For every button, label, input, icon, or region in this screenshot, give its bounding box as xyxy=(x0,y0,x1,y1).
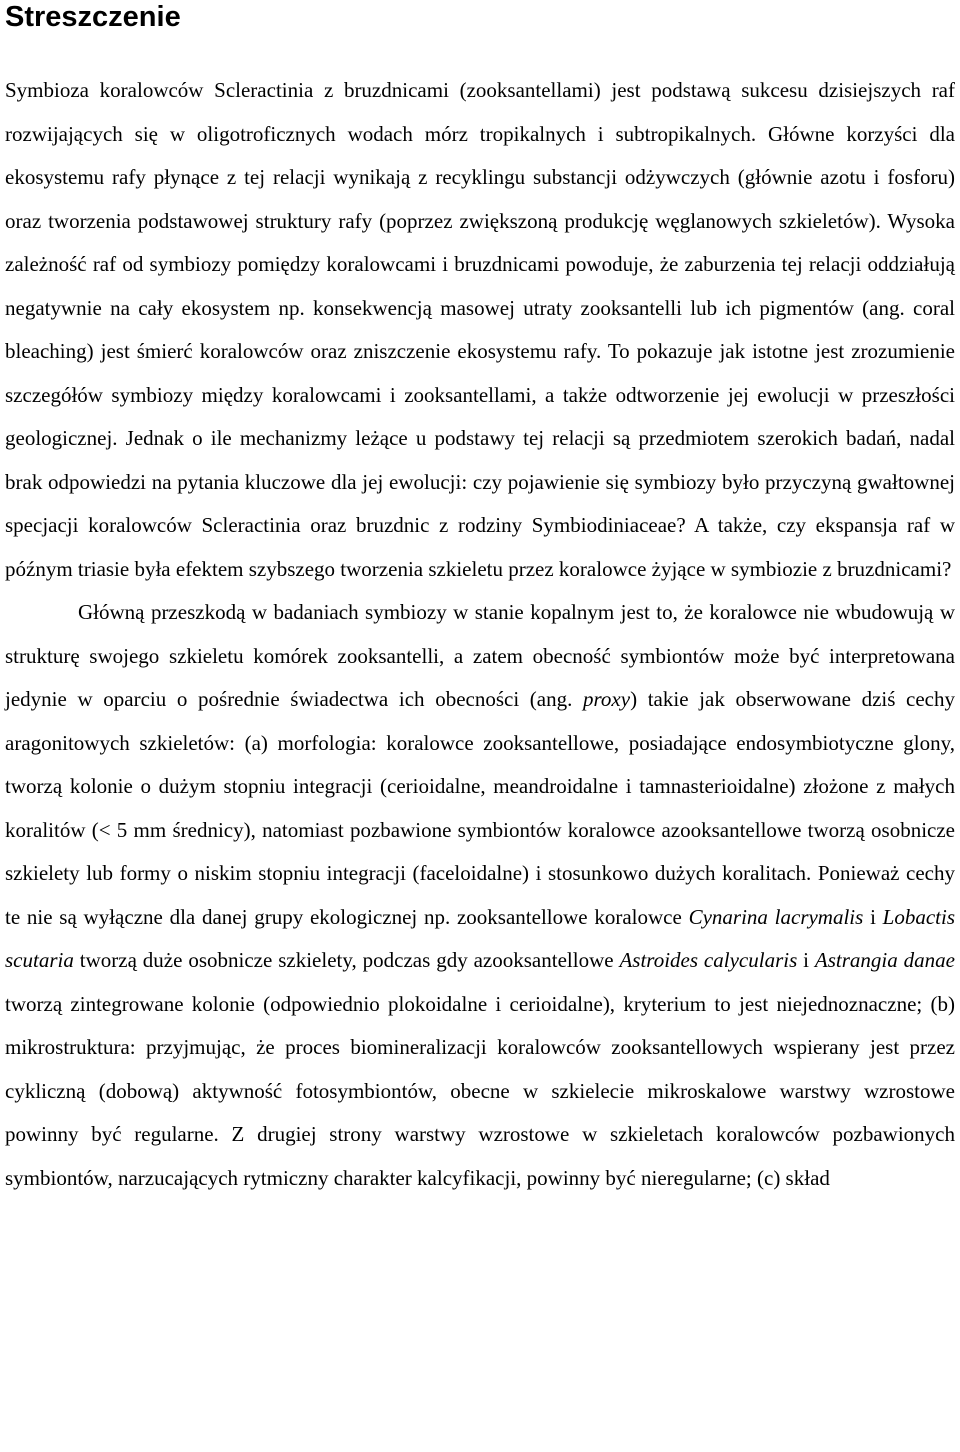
paragraph-2-text-3: i xyxy=(863,904,883,929)
paragraph-2-text-2: ) takie jak obserwowane dziś cechy aragonitowych szkieletów: (a) morfologia: koralowce zooksantellowe, posiadające endosymbiotyczne glony, tworzą kolonie o dużym stopniu integracji (cerioidalne, meandroidalne i tamnasterioidalne) złożone z małych koralitów (< 5 mm średnicy), natomiast pozbawione symbiontów koralowce azooksantellowe tworzą osobnicze szkielety lub formy o niskim stopniu integracji (faceloidalne) i stosunkowo dużych koralitach. Ponieważ cechy te nie są wyłączne dla danej grupy ekologicznej np. zooksantellowe koralowce xyxy=(5,687,956,929)
paragraph-2 xyxy=(5,591,955,1200)
term-proxy: proxy xyxy=(583,687,631,711)
document-page xyxy=(5,0,955,1200)
paragraph-2-text-4: tworzą duże osobnicze szkielety, podczas gdy azooksantellowe xyxy=(73,948,620,972)
species-name: Lobactis scutaria xyxy=(5,904,956,972)
paragraph-1 xyxy=(5,69,955,591)
paragraph-1-text: Symbioza koralowców Scleractinia z bruzdnicami (zooksantellami) jest podstawą sukcesu dzisiejszych raf rozwijających się w oligotroficznych wodach mórz tropikalnych i subtropikalnych. Główne korzyści dla ekosystemu rafy płynące z tej relacji wynikają z recyklingu substancji odżywczych (głównie azotu i fosforu) oraz tworzenia podstawowej struktury rafy (poprzez zwiększoną produkcję węglanowych szkieletów). Wysoka zależność raf od symbiozy pomiędzy koralowcami i bruzdnicami powoduje, że zaburzenia tej relacji oddziałują negatywnie na cały ekosystem np. konsekwencją masowej utraty zooksantelli lub ich pigmentów (ang. coral bleaching) jest śmierć koralowców oraz zniszczenie ekosystemu rafy. To pokazuje jak istotne jest zrozumienie szczegółów symbiozy między koralowcami i zooksantellami, a także odtworzenie jej ewolucji w przeszłości geologicznej. Jednak o ile mechanizmy leżące u podstawy tej relacji są przedmiotem szerokich badań, nadal brak odpowiedzi na pytania kluczowe dla jej ewolucji: czy pojawienie się symbiozy było przyczyną gwałtownej specjacji koralowców Scleractinia oraz bruzdnic z rodziny Symbiodiniaceae? A także, czy ekspansja raf w późnym triasie była efektem szybszego tworzenia szkieletu przez koralowce żyjące w symbiozie z bruzdnicami? xyxy=(5,78,955,581)
paragraph-2-text-6: tworzą zintegrowane kolonie (odpowiednio plokoidalne i cerioidalne), kryterium to jest niejednoznaczne; (b) mikrostruktura: przyjmując, że proces biomineralizacji koralowców zooksantellowych wspierany jest przez cykliczną (dobową) aktywność fotosymbiontów, obecne w szkielecie mikroskalowe warstwy wzrostowe powinny być regularne. Z drugiej strony warstwy wzrostowe w szkieletach koralowców pozbawionych symbiontów, narzucających rytmiczny charakter kalcyfikacji, powinny być nieregularne; (c) skład xyxy=(5,991,955,1190)
paragraph-2-text-1: Główną przeszkodą w badaniach symbiozy w stanie kopalnym jest to, że koralowce nie wbudowują w strukturę swojego szkieletu komórek zooksantelli, a zatem obecność symbiontów może być interpretowana jedynie w oparciu o pośrednie świadectwa ich obecności (ang. xyxy=(5,600,955,711)
species-name: Astrangia danae xyxy=(814,948,955,972)
page-title: Streszczenie xyxy=(5,1,181,33)
species-name: Cynarina lacrymalis xyxy=(688,904,864,929)
species-name: Astroides calycularis xyxy=(619,948,798,972)
paragraph-2-text-5: i xyxy=(797,948,815,972)
